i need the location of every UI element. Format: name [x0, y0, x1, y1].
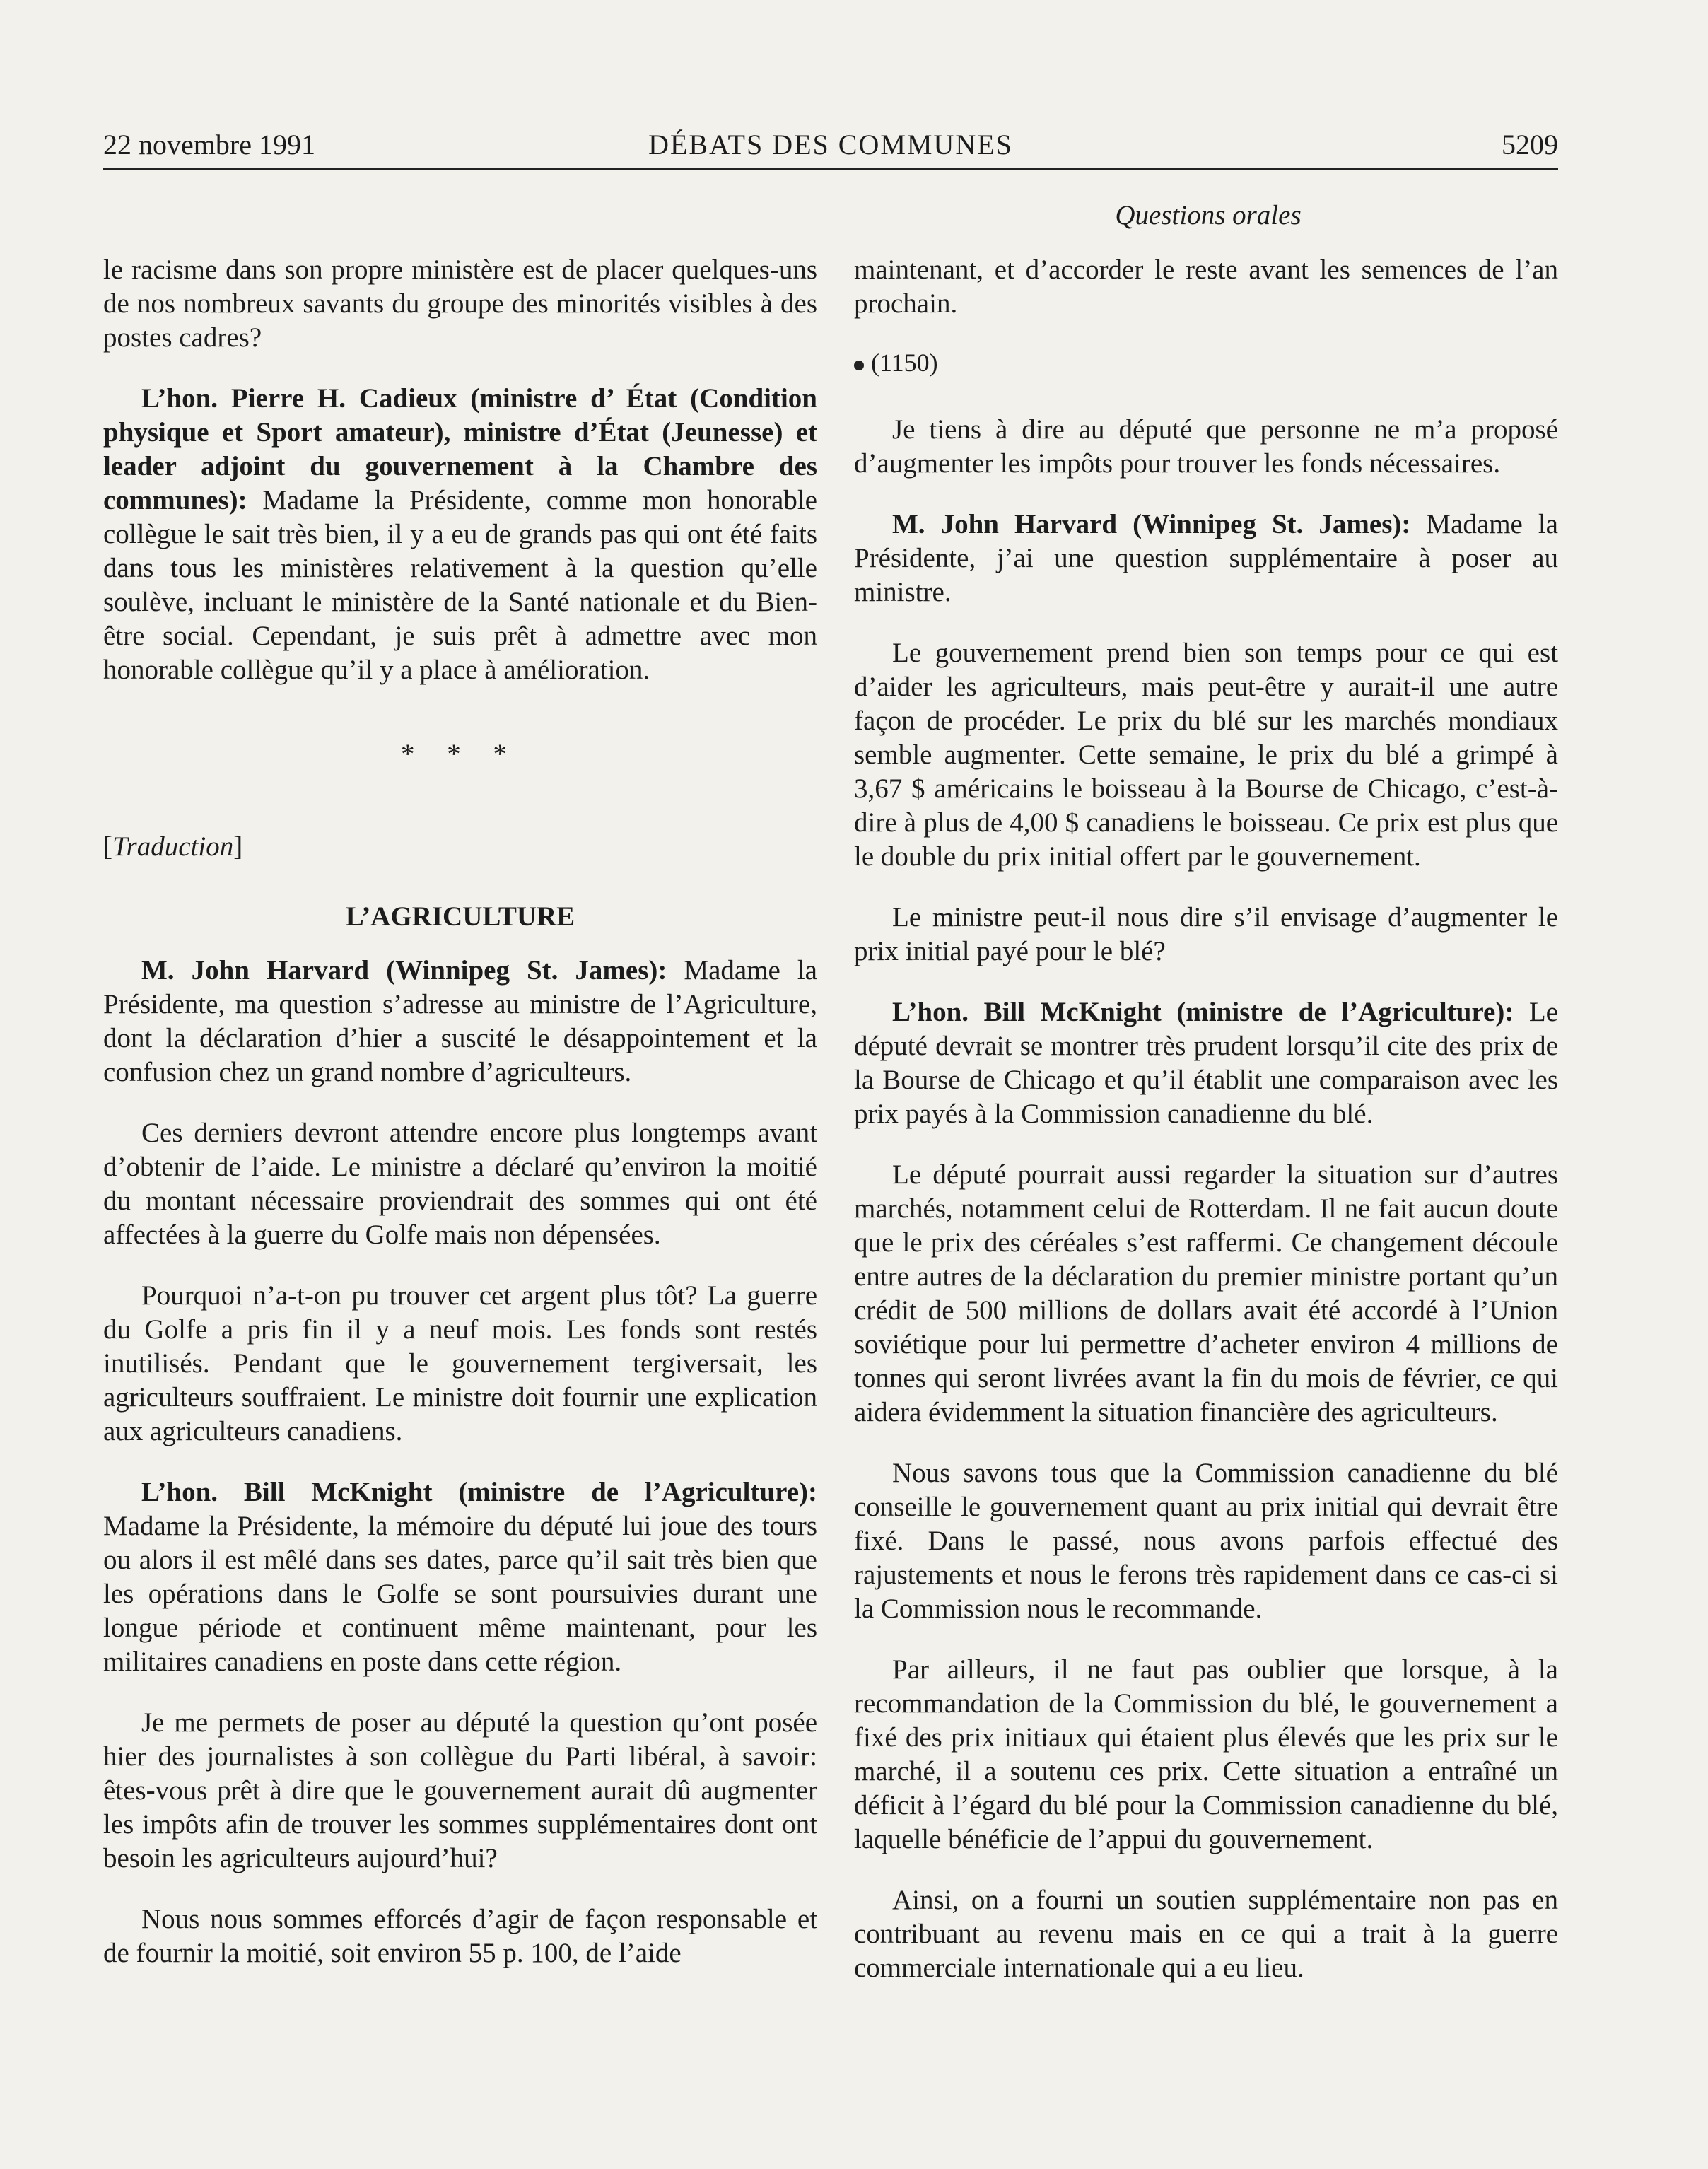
speaker-name: L’hon. Bill McKnight (ministre de l’Agriculture): — [892, 997, 1514, 1027]
section-heading: L’AGRICULTURE — [345, 901, 575, 932]
paragraph: Ces derniers devront attendre encore plus longtemps avant d’obtenir de l’aide. Le ministre a déclaré qu’environ la moitié du montant nécessaire proviendrait des sommes qui ont été affectées à la guerre du Golfe mais non dépensées. — [103, 1118, 817, 1250]
bullet-icon — [854, 361, 864, 370]
paragraph: Je tiens à dire au député que personne ne m’a proposé d’augmenter les impôts pour trouver les fonds nécessaires. — [854, 414, 1558, 479]
speaker-name: M. John Harvard (Winnipeg St. James): — [141, 955, 667, 986]
paragraph: Nous savons tous que la Commission canadienne du blé conseille le gouvernement quant au prix initial qui devrait être fixé. Dans le passé, nous avons parfois effectué des rajustements et nous le ferons très rapidement dans ce cas-ci si la Commission nous le recommande. — [854, 1458, 1558, 1624]
speech-paragraph — [854, 508, 1558, 609]
speech-paragraph — [103, 1475, 817, 1679]
speech-paragraph — [103, 954, 817, 1089]
speaker-name: L’hon. Bill McKnight (ministre de l’Agriculture): — [141, 1477, 817, 1507]
paragraph: Je me permets de poser au député la question qu’ont posée hier des journalistes à son collègue du Parti libéral, à savoir: êtes-vous prêt à dire que le gouvernement aurait dû augmenter les impôts afin de trouver les sommes supplémentaires dont ont besoin les agriculteurs aujourd’hui? — [103, 1707, 817, 1873]
time-text: (1150) — [871, 349, 938, 377]
paragraph: le racisme dans son propre ministère est de placer quelques-uns de nos nombreux savants du groupe des minorités visibles à des postes cadres? — [103, 255, 817, 353]
bracket-close: ] — [233, 831, 243, 862]
speech-text: Madame la Présidente, la mémoire du député lui joue des tours ou alors il est mêlé dans ses dates, parce qu’il sait très bien que les opérations dans le Golfe se sont poursuivies durant une longue période et continuent même maintenant, pour les militaires canadiens en poste dans cette région. — [103, 1511, 817, 1677]
paragraph: Le ministre peut-il nous dire s’il envisage d’augmenter le prix initial payé pour le blé? — [854, 902, 1558, 966]
time-marker — [854, 348, 1558, 378]
paragraph: Nous nous sommes efforcés d’agir de façon responsable et de fournir la moitié, soit environ 55 p. 100, de l’aide — [103, 1904, 817, 1968]
speech-text: Madame la Présidente, ma question s’adresse au ministre de l’Agriculture, dont la déclaration d’hier a suscité le désappointement et la confusion chez un grand nombre d’agriculteurs. — [103, 955, 817, 1087]
paragraph: Le gouvernement prend bien son temps pour ce qui est d’aider les agriculteurs, mais peut-être y aurait-il une autre façon de procéder. Le prix du blé sur les marchés mondiaux semble augmenter. Cette semaine, le prix du blé a grimpé à 3,67 $ américains le boisseau à la Bourse de Chicago, c’est-à-dire à plus de 4,00 $ canadiens le boisseau. Ce prix est plus que le double du prix initial offert par le gouvernement. — [854, 638, 1558, 872]
speech-paragraph — [103, 382, 817, 687]
paragraph: Le député pourrait aussi regarder la situation sur d’autres marchés, notamment celui de Rotterdam. Il ne fait aucun doute que le prix des céréales s’est raffermi. Ce changement découle entre autres de la déclaration du premier ministre portant qu’un crédit de 500 millions de dollars avait été accordé à l’Union soviétique pour lui permettre d’acheter environ 4 millions de tonnes qui seront livrées avant la fin du mois de février, ce qui aidera évidemment la situation financière des agriculteurs. — [854, 1159, 1558, 1427]
paragraph: Par ailleurs, il ne faut pas oublier que lorsque, à la recommandation de la Commission du blé, le gouvernement a fixé des prix initiaux qui étaient plus élevés que les prix sur le marché, il a soutenu ces prix. Cette situation a entraîné un déficit à l’égard du blé pour la Commission canadienne du blé, laquelle bénéficie de l’appui du gouvernement. — [854, 1654, 1558, 1854]
speaker-name: L’hon. Pierre H. Cadieux (ministre d’ État (Condition physique et Sport amateur), ministre d’État (Jeunesse) et leader adjoint du gouvernement à la Chambre des communes): — [103, 383, 817, 515]
header-date: 22 novembre 1991 — [103, 129, 315, 160]
left-column — [103, 253, 817, 1997]
running-header — [103, 122, 1558, 170]
section-separator: * * * — [401, 739, 520, 769]
translation-word: Traduction — [112, 831, 234, 862]
bracket-open: [ — [103, 831, 112, 862]
page-number: 5209 — [1502, 129, 1558, 160]
header-title: DÉBATS DES COMMUNES — [648, 129, 1013, 160]
speech-paragraph — [854, 995, 1558, 1131]
right-column — [854, 253, 1558, 2012]
paragraph: Ainsi, on a fourni un soutien supplémentaire non pas en contribuant au revenu mais en ce qui a trait à la guerre commerciale internationale qui a eu lieu. — [854, 1885, 1558, 1983]
speech-text: Le député devrait se montrer très prudent lorsqu’il cite des prix de la Bourse de Chicago et qu’il établit une comparaison avec les prix payés à la Commission canadienne du blé. — [854, 997, 1558, 1129]
paragraph: maintenant, et d’accorder le reste avant les semences de l’an prochain. — [854, 255, 1558, 319]
paragraph: Pourquoi n’a-t-on pu trouver cet argent plus tôt? La guerre du Golfe a pris fin il y a neuf mois. Les fonds sont restés inutilisés. Pendant que le gouvernement tergiversait, les agriculteurs souffraient. Le ministre doit fournir une explication aux agriculteurs canadiens. — [103, 1280, 817, 1446]
translation-note — [103, 831, 817, 863]
section-label: Questions orales — [1115, 200, 1302, 230]
speaker-name: M. John Harvard (Winnipeg St. James): — [892, 509, 1411, 539]
speech-text: Madame la Présidente, comme mon honorable collègue le sait très bien, il y a eu de grands pas qui ont été faits dans tous les ministères relativement à la question qu’elle soulève, incluant le ministère de la Santé nationale et du Bien-être social. Cependant, je suis prêt à admettre avec mon honorable collègue qu’il y a place à amélioration. — [103, 485, 817, 685]
speech-text: Madame la Présidente, j’ai une question supplémentaire à poser au ministre. — [854, 509, 1558, 607]
